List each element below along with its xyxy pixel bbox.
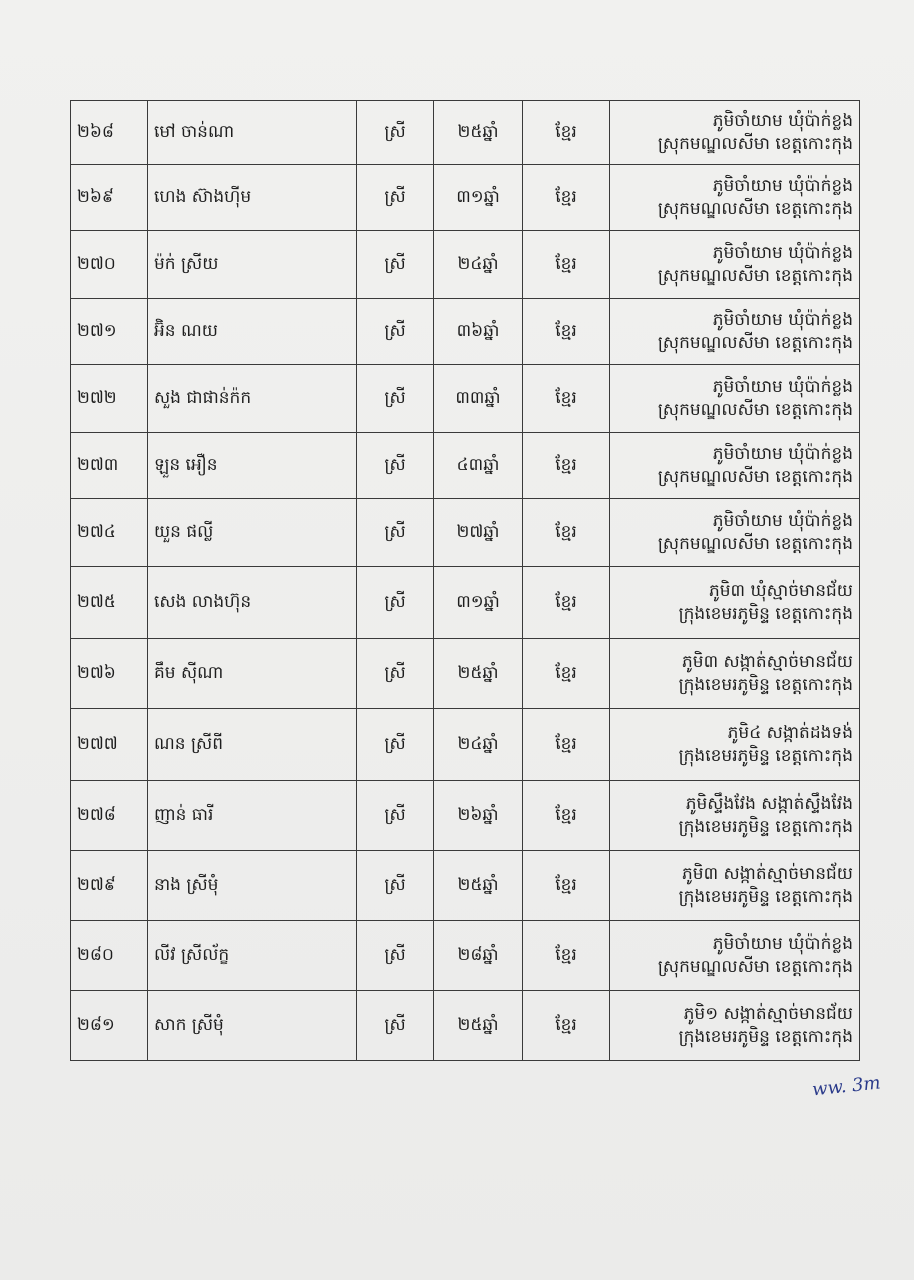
- table-row: [71, 165, 860, 231]
- row-number-cell: ២៧៧: [71, 709, 148, 781]
- roster-body: [71, 101, 860, 1061]
- row-number-cell: ២៧៤: [71, 499, 148, 567]
- address-line-2: ស្រុកមណ្ឌលសីមា ខេត្តកោះកុង: [657, 466, 853, 487]
- row-number-cell: ២៧៣: [71, 433, 148, 499]
- row-number-cell: ២៨០: [71, 921, 148, 991]
- address-line-1: ភូមិចាំយាម ឃុំប៉ាក់ខ្លង: [712, 377, 853, 398]
- address-line-2: ស្រុកមណ្ឌលសីមា ខេត្តកោះកុង: [657, 198, 853, 219]
- age-cell: ២៦ឆ្នាំ: [434, 781, 523, 851]
- age-cell: ២៤ឆ្នាំ: [434, 231, 523, 299]
- table-row: [71, 433, 860, 499]
- address-line-2: ស្រុកមណ្ឌលសីមា ខេត្តកោះកុង: [657, 533, 853, 554]
- person-name-cell: ណន ស្រីពី: [148, 709, 357, 781]
- person-name-cell: សួង ជាផាន់ក៉ក: [148, 365, 357, 433]
- address-line-2: ស្រុកមណ្ឌលសីមា ខេត្តកោះកុង: [657, 265, 853, 286]
- sex-cell: ស្រី: [357, 365, 434, 433]
- row-number-cell: ២៧៨: [71, 781, 148, 851]
- nationality-cell: ខ្មែរ: [523, 991, 610, 1061]
- person-name-cell: គឹម ស៊ីណា: [148, 639, 357, 709]
- age-cell: ៣៦ឆ្នាំ: [434, 299, 523, 365]
- person-name-cell: ឡួន អឿន: [148, 433, 357, 499]
- address-line-1: ភូមិ៣ ឃុំស្មាច់មានជ័យ: [708, 581, 853, 602]
- address-line-1: ភូមិចាំយាម ឃុំប៉ាក់ខ្លង: [712, 934, 853, 955]
- address-line-1: ភូមិ១ សង្កាត់ស្មាច់មានជ័យ: [683, 1004, 853, 1025]
- sex-cell: ស្រី: [357, 165, 434, 231]
- age-cell: ៤៣ឆ្នាំ: [434, 433, 523, 499]
- sex-cell: ស្រី: [357, 231, 434, 299]
- address-cell: [610, 781, 860, 851]
- address-line-2: ស្រុកមណ្ឌលសីមា ខេត្តកោះកុង: [657, 133, 853, 154]
- row-number-cell: ២៧៥: [71, 567, 148, 639]
- sex-cell: ស្រី: [357, 781, 434, 851]
- address-cell: [610, 499, 860, 567]
- age-cell: ២៨ឆ្នាំ: [434, 921, 523, 991]
- address-line-1: ភូមិស្ទឹងវែង សង្កាត់ស្ទឹងវែង: [685, 794, 853, 815]
- age-cell: ២៥ឆ្នាំ: [434, 851, 523, 921]
- address-line-2: ស្រុកមណ្ឌលសីមា ខេត្តកោះកុង: [657, 332, 853, 353]
- address-line-1: ភូមិចាំយាម ឃុំប៉ាក់ខ្លង: [712, 444, 853, 465]
- nationality-cell: ខ្មែរ: [523, 639, 610, 709]
- address-line-2: ស្រុកមណ្ឌលសីមា ខេត្តកោះកុង: [657, 399, 853, 420]
- table-row: [71, 639, 860, 709]
- nationality-cell: ខ្មែរ: [523, 709, 610, 781]
- nationality-cell: ខ្មែរ: [523, 567, 610, 639]
- nationality-cell: ខ្មែរ: [523, 299, 610, 365]
- age-cell: ២៥ឆ្នាំ: [434, 991, 523, 1061]
- address-line-2: ក្រុងខេមរភូមិន្ទ ខេត្តកោះកុង: [678, 816, 853, 837]
- nationality-cell: ខ្មែរ: [523, 781, 610, 851]
- age-cell: ២៥ឆ្នាំ: [434, 639, 523, 709]
- address-line-1: ភូមិចាំយាម ឃុំប៉ាក់ខ្លង: [712, 511, 853, 532]
- address-cell: [610, 165, 860, 231]
- row-number-cell: ២៧២: [71, 365, 148, 433]
- nationality-cell: ខ្មែរ: [523, 101, 610, 165]
- table-row: [71, 299, 860, 365]
- address-cell: [610, 567, 860, 639]
- nationality-cell: ខ្មែរ: [523, 165, 610, 231]
- row-number-cell: ២៦៩: [71, 165, 148, 231]
- address-cell: [610, 299, 860, 365]
- address-line-2: ក្រុងខេមរភូមិន្ទ ខេត្តកោះកុង: [678, 603, 853, 624]
- person-name-cell: នាង ស្រីមុំ: [148, 851, 357, 921]
- person-name-cell: ម៉ក់ ស្រីយ: [148, 231, 357, 299]
- age-cell: ២៥ឆ្នាំ: [434, 101, 523, 165]
- sex-cell: ស្រី: [357, 921, 434, 991]
- address-line-2: ស្រុកមណ្ឌលសីមា ខេត្តកោះកុង: [657, 956, 853, 977]
- address-cell: [610, 851, 860, 921]
- age-cell: ៣១ឆ្នាំ: [434, 567, 523, 639]
- person-name-cell: លីវ ស្រីល័ក្ខ: [148, 921, 357, 991]
- address-cell: [610, 921, 860, 991]
- row-number-cell: ២៧៩: [71, 851, 148, 921]
- table-row: [71, 567, 860, 639]
- age-cell: ២៤ឆ្នាំ: [434, 709, 523, 781]
- address-line-2: ក្រុងខេមរភូមិន្ទ ខេត្តកោះកុង: [678, 674, 853, 695]
- age-cell: ៣១ឆ្នាំ: [434, 165, 523, 231]
- nationality-cell: ខ្មែរ: [523, 433, 610, 499]
- handwritten-signature: ww. 3m: [811, 1072, 882, 1101]
- nationality-cell: ខ្មែរ: [523, 365, 610, 433]
- person-name-cell: អ៊ិន ណយ: [148, 299, 357, 365]
- address-line-1: ភូមិចាំយាម ឃុំប៉ាក់ខ្លង: [712, 176, 853, 197]
- address-cell: [610, 433, 860, 499]
- address-cell: [610, 709, 860, 781]
- person-name-cell: មៅ ចាន់ណា: [148, 101, 357, 165]
- sex-cell: ស្រី: [357, 499, 434, 567]
- sex-cell: ស្រី: [357, 433, 434, 499]
- address-line-2: ក្រុងខេមរភូមិន្ទ ខេត្តកោះកុង: [678, 886, 853, 907]
- nationality-cell: ខ្មែរ: [523, 231, 610, 299]
- address-line-1: ភូមិ៣ សង្កាត់ស្មាច់មានជ័យ: [681, 652, 853, 673]
- table-row: [71, 921, 860, 991]
- row-number-cell: ២៧៦: [71, 639, 148, 709]
- address-cell: [610, 231, 860, 299]
- address-cell: [610, 639, 860, 709]
- sex-cell: ស្រី: [357, 851, 434, 921]
- table-row: [71, 101, 860, 165]
- table-row: [71, 851, 860, 921]
- address-line-1: ភូមិចាំយាម ឃុំប៉ាក់ខ្លង: [712, 111, 853, 132]
- address-line-1: ភូមិ៣ សង្កាត់ស្មាច់មានជ័យ: [681, 864, 853, 885]
- sex-cell: ស្រី: [357, 991, 434, 1061]
- person-name-cell: ហេង ស៊ាងហ៊ីម: [148, 165, 357, 231]
- address-line-1: ភូមិចាំយាម ឃុំប៉ាក់ខ្លង: [712, 243, 853, 264]
- sex-cell: ស្រី: [357, 639, 434, 709]
- address-line-2: ក្រុងខេមរភូមិន្ទ ខេត្តកោះកុង: [678, 745, 853, 766]
- roster-table: [70, 100, 860, 1061]
- nationality-cell: ខ្មែរ: [523, 921, 610, 991]
- table-row: [71, 499, 860, 567]
- sex-cell: ស្រី: [357, 101, 434, 165]
- sex-cell: ស្រី: [357, 709, 434, 781]
- person-name-cell: សាក ស្រីមុំ: [148, 991, 357, 1061]
- age-cell: ២៧ឆ្នាំ: [434, 499, 523, 567]
- table-row: [71, 781, 860, 851]
- table-row: [71, 991, 860, 1061]
- sex-cell: ស្រី: [357, 567, 434, 639]
- row-number-cell: ២៧០: [71, 231, 148, 299]
- person-name-cell: យួន ផល្លី: [148, 499, 357, 567]
- row-number-cell: ២៨១: [71, 991, 148, 1061]
- address-line-1: ភូមិ៤ សង្កាត់ដងទង់: [727, 723, 853, 744]
- table-row: [71, 365, 860, 433]
- row-number-cell: ២៦៨: [71, 101, 148, 165]
- address-cell: [610, 365, 860, 433]
- address-cell: [610, 991, 860, 1061]
- address-line-2: ក្រុងខេមរភូមិន្ទ ខេត្តកោះកុង: [678, 1026, 853, 1047]
- age-cell: ៣៣ឆ្នាំ: [434, 365, 523, 433]
- person-name-cell: សេង លាងហ៊ុន: [148, 567, 357, 639]
- row-number-cell: ២៧១: [71, 299, 148, 365]
- nationality-cell: ខ្មែរ: [523, 851, 610, 921]
- table-row: [71, 709, 860, 781]
- nationality-cell: ខ្មែរ: [523, 499, 610, 567]
- person-name-cell: ញាន់ ធារី: [148, 781, 357, 851]
- address-line-1: ភូមិចាំយាម ឃុំប៉ាក់ខ្លង: [712, 310, 853, 331]
- address-cell: [610, 101, 860, 165]
- table-row: [71, 231, 860, 299]
- sex-cell: ស្រី: [357, 299, 434, 365]
